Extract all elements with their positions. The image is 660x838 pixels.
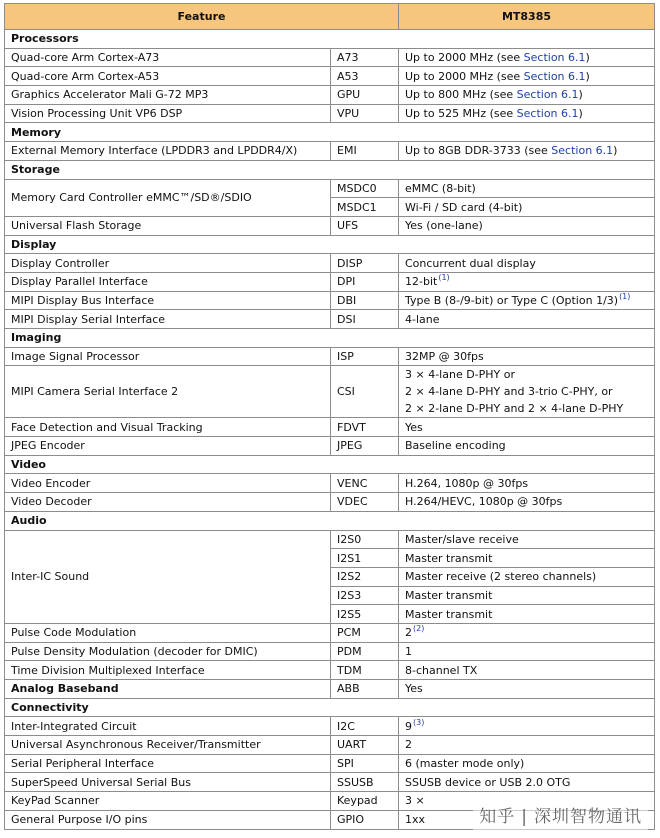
spec-cell: 32MP @ 30fps (399, 347, 655, 366)
spec-line: 2 × 4-lane D-PHY and 3-trio C-PHY, or (405, 385, 613, 399)
spec-line: 3 × 4-lane D-PHY or (405, 368, 516, 382)
section-link[interactable]: Section 6.1 (551, 144, 614, 158)
abbr-cell: SSUSB (331, 773, 399, 792)
spec-text: Up to 8GB DDR-3733 (see (405, 144, 552, 158)
table-row (5, 680, 655, 699)
feature-cell: Analog Baseband (5, 680, 331, 699)
table-row (5, 347, 655, 366)
feature-cell: Memory Card Controller eMMC™/SD®/SDIO (5, 179, 331, 216)
spec-text: 2 (405, 626, 412, 640)
table-header-row (5, 4, 655, 30)
spec-cell (399, 86, 655, 105)
spec-close: ) (578, 88, 583, 102)
spec-cell: 8-channel TX (399, 661, 655, 680)
table-row (5, 474, 655, 493)
abbr-cell: A53 (331, 67, 399, 86)
abbr-cell: I2S1 (331, 549, 399, 568)
abbr-cell: MSDC0 (331, 179, 399, 198)
spec-cell (399, 67, 655, 86)
section-imaging: Imaging (5, 329, 655, 348)
spec-cell: Concurrent dual display (399, 254, 655, 273)
feature-cell: Time Division Multiplexed Interface (5, 661, 331, 680)
footnote-link[interactable]: (1) (619, 291, 631, 301)
abbr-cell: PCM (331, 623, 399, 642)
table-row (5, 86, 655, 105)
section-row (5, 30, 655, 49)
table-row (5, 272, 655, 291)
abbr-cell: VPU (331, 104, 399, 123)
spec-text: Up to 800 MHz (see (405, 88, 517, 102)
table-row (5, 773, 655, 792)
abbr-cell: I2C (331, 717, 399, 736)
feature-cell: Serial Peripheral Interface (5, 754, 331, 773)
footnote-link[interactable]: (3) (413, 717, 425, 727)
feature-cell: Face Detection and Visual Tracking (5, 418, 331, 437)
section-display: Display (5, 235, 655, 254)
table-row (5, 254, 655, 273)
spec-cell: 1 (399, 642, 655, 661)
spec-cell: SSUSB device or USB 2.0 OTG (399, 773, 655, 792)
abbr-cell: DBI (331, 291, 399, 310)
watermark-divider: | (521, 807, 528, 827)
spec-close: ) (613, 144, 618, 158)
feature-cell: Inter-IC Sound (5, 530, 331, 623)
feature-cell: General Purpose I/O pins (5, 810, 331, 829)
spec-cell: Master receive (2 stereo channels) (399, 567, 655, 586)
abbr-cell: FDVT (331, 418, 399, 437)
section-audio: Audio (5, 511, 655, 530)
spec-cell: Yes (399, 680, 655, 699)
abbr-cell: DISP (331, 254, 399, 273)
table-row (5, 366, 655, 418)
header-chip: MT8385 (399, 4, 655, 30)
section-link[interactable]: Section 6.1 (516, 107, 579, 121)
spec-cell: Yes (one-lane) (399, 216, 655, 235)
abbr-cell: UART (331, 736, 399, 755)
abbr-cell: VENC (331, 474, 399, 493)
section-row (5, 160, 655, 179)
table-row (5, 661, 655, 680)
table-row (5, 216, 655, 235)
table-row (5, 104, 655, 123)
feature-cell: Quad-core Arm Cortex-A53 (5, 67, 331, 86)
table-row (5, 48, 655, 67)
footnote-link[interactable]: (1) (438, 273, 450, 283)
abbr-cell: I2S3 (331, 586, 399, 605)
spec-cell: Master transmit (399, 605, 655, 624)
header-feature: Feature (5, 4, 399, 30)
feature-cell: Pulse Density Modulation (decoder for DMIC) (5, 642, 331, 661)
section-connectivity: Connectivity (5, 698, 655, 717)
section-row (5, 329, 655, 348)
spec-cell: H.264/HEVC, 1080p @ 30fps (399, 493, 655, 512)
spec-cell: 1xx (399, 810, 655, 829)
spec-cell: Wi-Fi / SD card (4-bit) (399, 198, 655, 217)
abbr-cell: JPEG (331, 437, 399, 456)
spec-cell: 4-lane (399, 310, 655, 329)
feature-cell: External Memory Interface (LPDDR3 and LPDDR4/X) (5, 142, 331, 161)
section-link[interactable]: Section 6.1 (516, 88, 579, 102)
section-row (5, 698, 655, 717)
abbr-cell: GPU (331, 86, 399, 105)
table-row (5, 530, 655, 549)
table-row (5, 736, 655, 755)
section-row (5, 455, 655, 474)
feature-cell: Image Signal Processor (5, 347, 331, 366)
spec-cell (399, 272, 655, 291)
feature-cell: Pulse Code Modulation (5, 623, 331, 642)
feature-cell: MIPI Display Serial Interface (5, 310, 331, 329)
watermark (473, 804, 648, 830)
spec-cell: Master/slave receive (399, 530, 655, 549)
spec-cell: 6 (master mode only) (399, 754, 655, 773)
section-link[interactable]: Section 6.1 (523, 69, 586, 83)
abbr-cell: SPI (331, 754, 399, 773)
spec-cell (399, 366, 655, 418)
section-row (5, 235, 655, 254)
table-row (5, 437, 655, 456)
feature-cell: Display Parallel Interface (5, 272, 331, 291)
abbr-cell: VDEC (331, 493, 399, 512)
spec-cell (399, 291, 655, 310)
spec-cell: 2 (399, 736, 655, 755)
abbr-cell: TDM (331, 661, 399, 680)
table-row (5, 142, 655, 161)
spec-line: 2 × 2-lane D-PHY and 2 × 4-lane D-PHY (405, 402, 624, 416)
spec-cell: Baseline encoding (399, 437, 655, 456)
section-row (5, 511, 655, 530)
abbr-cell: A73 (331, 48, 399, 67)
abbr-cell: UFS (331, 216, 399, 235)
section-video: Video (5, 455, 655, 474)
spec-cell: Master transmit (399, 586, 655, 605)
spec-text: 12-bit (405, 275, 438, 289)
spec-cell: 3 × (399, 792, 655, 811)
feature-spec-table (4, 3, 655, 830)
abbr-cell: ISP (331, 347, 399, 366)
section-memory: Memory (5, 123, 655, 142)
section-link[interactable]: Section 6.1 (523, 51, 586, 65)
spec-cell (399, 104, 655, 123)
table-row (5, 67, 655, 86)
feature-cell: MIPI Display Bus Interface (5, 291, 331, 310)
abbr-cell: I2S5 (331, 605, 399, 624)
section-processors: Processors (5, 30, 655, 49)
abbr-cell: CSI (331, 366, 399, 418)
table-row (5, 291, 655, 310)
section-row (5, 123, 655, 142)
feature-cell: MIPI Camera Serial Interface 2 (5, 366, 331, 418)
feature-cell: Graphics Accelerator Mali G-72 MP3 (5, 86, 331, 105)
table-row (5, 623, 655, 642)
spec-text: Up to 2000 MHz (see (405, 69, 524, 83)
abbr-cell: DSI (331, 310, 399, 329)
spec-cell (399, 717, 655, 736)
spec-close: ) (585, 51, 590, 65)
table-row (5, 418, 655, 437)
spec-cell (399, 142, 655, 161)
abbr-cell: Keypad (331, 792, 399, 811)
table-row (5, 179, 655, 198)
spec-cell (399, 48, 655, 67)
watermark-author: 深圳智物通讯 (534, 807, 642, 827)
spec-cell: Master transmit (399, 549, 655, 568)
table-row (5, 754, 655, 773)
abbr-cell: I2S2 (331, 567, 399, 586)
spec-close: ) (578, 107, 583, 121)
table-row (5, 493, 655, 512)
feature-cell: Quad-core Arm Cortex-A73 (5, 48, 331, 67)
section-storage: Storage (5, 160, 655, 179)
feature-cell: Universal Asynchronous Receiver/Transmitter (5, 736, 331, 755)
feature-cell: KeyPad Scanner (5, 792, 331, 811)
table-row (5, 717, 655, 736)
abbr-cell: EMI (331, 142, 399, 161)
feature-cell: Video Decoder (5, 493, 331, 512)
spec-cell: eMMC (8-bit) (399, 179, 655, 198)
abbr-cell: ABB (331, 680, 399, 699)
watermark-zhihu: 知乎 (479, 807, 516, 827)
spec-text: Up to 525 MHz (see (405, 107, 517, 121)
feature-cell: Display Controller (5, 254, 331, 273)
abbr-cell: GPIO (331, 810, 399, 829)
spec-cell: Yes (399, 418, 655, 437)
feature-cell: Vision Processing Unit VP6 DSP (5, 104, 331, 123)
spec-cell (399, 623, 655, 642)
table-row (5, 642, 655, 661)
spec-cell: H.264, 1080p @ 30fps (399, 474, 655, 493)
feature-cell: Universal Flash Storage (5, 216, 331, 235)
feature-cell: SuperSpeed Universal Serial Bus (5, 773, 331, 792)
abbr-cell: MSDC1 (331, 198, 399, 217)
abbr-cell: DPI (331, 272, 399, 291)
feature-cell: Inter-Integrated Circuit (5, 717, 331, 736)
spec-text: Type B (8-/9-bit) or Type C (Option 1/3) (405, 293, 619, 307)
abbr-cell: I2S0 (331, 530, 399, 549)
spec-close: ) (585, 69, 590, 83)
spec-text: Up to 2000 MHz (see (405, 51, 524, 65)
table-row (5, 310, 655, 329)
abbr-cell: PDM (331, 642, 399, 661)
feature-cell: Video Encoder (5, 474, 331, 493)
feature-cell: JPEG Encoder (5, 437, 331, 456)
footnote-link[interactable]: (2) (413, 624, 425, 634)
spec-text: 9 (405, 719, 412, 733)
